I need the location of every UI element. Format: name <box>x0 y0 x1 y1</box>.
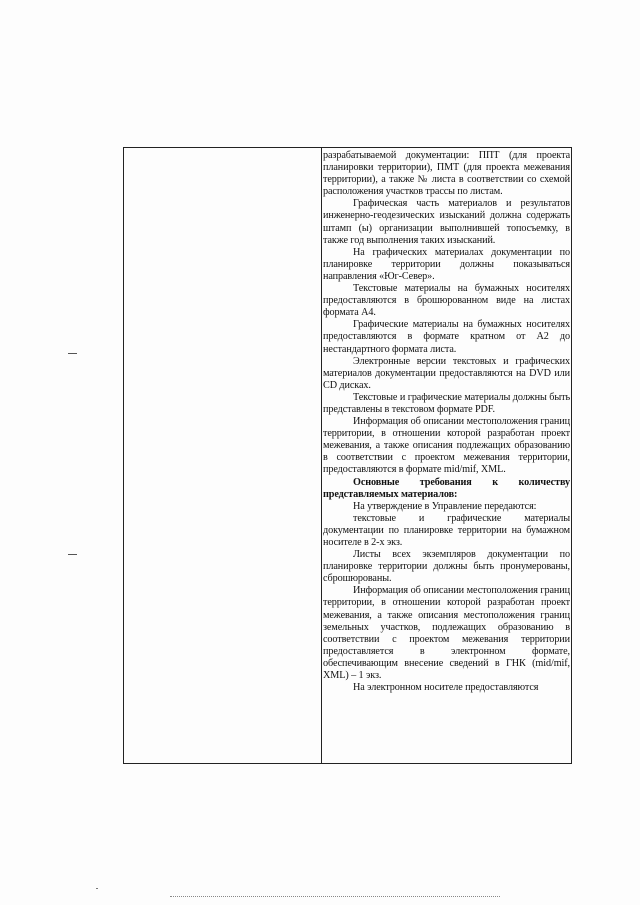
scan-artifact-dot <box>96 888 98 889</box>
paragraph-documentation-type: разрабатываемой документации: ППТ (для проекта планировки территории), ПМТ (для проекта межевания территории), а также № листа в соответствии со схемой расположения участков трассы по листам. <box>323 150 570 198</box>
paragraph-pdf-format: Текстовые и графические материалы должны быть представлены в текстовом формате PDF. <box>323 391 570 415</box>
paragraph-numbered-sheets: Листы всех экземпляров документации по планировке территории должны быть пронумерованы, сброшюрованы. <box>323 549 570 585</box>
table-left-cell <box>124 148 320 762</box>
table-right-cell <box>323 150 570 764</box>
scan-artifact-mark <box>68 554 77 555</box>
paragraph-approval-transfer: На утверждение в Управление передаются: <box>353 500 537 512</box>
scan-artifact-mark <box>68 353 77 354</box>
paragraph-paper-copies: текстовые и графические материалы документации по планировке территории на бумажном носителе в 2-х экз. <box>323 512 570 548</box>
paragraph-mid-mif-xml: Информация об описании местоположения границ территории, в отношении которой разработан проект межевания, а также описания подлежащих образованию в соответствии с проектом межевания территории, предоставляются в формате mid/mif, XML. <box>323 416 570 476</box>
paragraph-graphic-paper-a2: Графические материалы на бумажных носителях предоставляются в формате кратном от А2 до нестандартного формата листа. <box>323 319 570 355</box>
paragraph-quantity-heading: Основные требования к количеству представляемых материалов: <box>323 476 570 500</box>
paragraph-electronic-media: На электронном носителе предоставляются <box>353 682 539 694</box>
paragraph-electronic-dvd: Электронные версии текстовых и графических материалов документации предоставляются на DVD или CD дисках. <box>323 355 570 391</box>
table-column-divider <box>321 147 322 764</box>
paragraph-electronic-gnk: Информация об описании местоположения границ территории, в отношении которой разработан проект межевания, а также описания местоположения границ земельных участков, подлежащих образованию в соответствии с проектом межевания территории предоставляется в электронном формате, обеспечивающим внесение сведений в ГНК (mid/mif, XML) – 1 экз. <box>323 585 570 682</box>
scan-bottom-noise <box>170 896 500 898</box>
paragraph-south-north: На графических материалах документации по планировке территории должны показываться направления «Юг-Север». <box>323 246 570 282</box>
paragraph-graphic-stamp: Графическая часть материалов и результатов инженерно-геодезических изысканий должна содержать штамп (ы) организации выполнившей топосъемку, в также год выполнения таких изысканий. <box>323 198 570 246</box>
paragraph-text-paper-a4: Текстовые материалы на бумажных носителях предоставляются в брошюрованном виде на листах формата А4. <box>323 283 570 319</box>
